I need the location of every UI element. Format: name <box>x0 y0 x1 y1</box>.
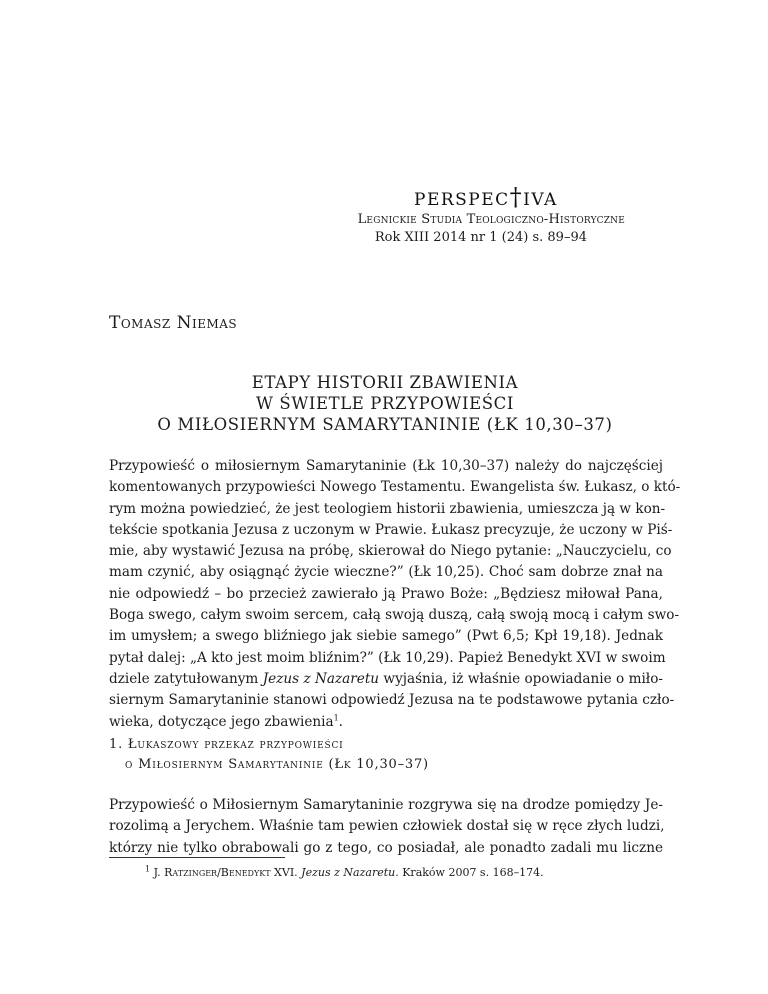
footnote-rest: . Kraków 2007 s. 168–174. <box>395 866 544 879</box>
text-run: . <box>338 713 343 730</box>
text-line: Przypowieść o Miłosiernym Samarytaninie rozgrywa się na drodze pomiędzy Je- <box>109 797 663 813</box>
text-run: dziele zatytułowanym <box>109 670 263 687</box>
title-line-3: O MIŁOSIERNYM SAMARYTANINIE (ŁK 10,30–37) <box>157 415 613 434</box>
text-line <box>109 712 663 733</box>
text-line: Przypowieść o miłosiernym Samarytaninie (Łk 10,30–37) należy do najczęściej <box>109 458 663 474</box>
footnote-ref[interactable]: 1 <box>333 713 339 723</box>
journal-logo: perspec†iva <box>414 183 558 211</box>
text-line: nie odpowiedź – bo przecież zawierało ją Prawo Boże: „Będziesz miłował Pana, <box>109 585 663 602</box>
title-line-2: W ŚWIETLE PRZYPOWIEŚCI <box>256 394 514 413</box>
text-line: pytał dalej: „A kto jest moim bliźnim?” (Łk 10,29). Papież Benedykt XVI w swoim <box>109 649 666 666</box>
section-heading-line-1: 1. Łukaszowy przekaz przypowieści <box>109 737 344 752</box>
text-line: mie, aby wystawić Jezusa na próbę, skierował do Niego pytanie: „Nauczycielu, co <box>109 543 672 560</box>
body-paragraph <box>109 795 663 859</box>
text-line: Boga swego, całym swoim sercem, całą swoją duszą, całą swoją mocą i całym swo- <box>109 607 680 624</box>
section-heading <box>109 735 429 775</box>
text-run: wyjaśnia, iż właśnie opowiadanie o miło- <box>379 670 663 687</box>
journal-name: Legnickie Studia Teologiczno-Historyczne <box>357 212 625 227</box>
footnote-divider <box>109 857 285 858</box>
title-line-1: ETAPY HISTORII ZBAWIENIA <box>251 373 519 392</box>
text-line: im umysłem; a swego bliźniego jak siebie samego” (Pwt 6,5; Kpł 19,18). Jednak <box>109 628 663 645</box>
journal-issue: Rok XIII 2014 nr 1 (24) s. 89–94 <box>374 230 587 245</box>
text-line: komentowanych przypowieści Nowego Testamentu. Ewangelista św. Łukasz, o któ- <box>109 479 681 496</box>
article-title <box>109 372 661 435</box>
text-line: rym można powiedzieć, że jest teologiem historii zbawienia, umieszcza ją w kon- <box>109 500 666 517</box>
text-line <box>109 669 663 690</box>
author-name: Tomasz Niemas <box>109 313 238 333</box>
text-line: siernym Samarytaninie stanowi odpowiedź Jezusa na te podstawowe pytania czło- <box>109 692 675 709</box>
section-heading-line-2: o Miłosiernym Samarytaninie (Łk 10,30–37) <box>125 757 429 772</box>
footnote-author: J. Ratzinger/Benedykt XVI. <box>153 866 298 879</box>
footnote <box>145 866 544 879</box>
intro-paragraph <box>109 456 681 733</box>
book-title: Jezus z Nazaretu <box>262 670 380 687</box>
text-line: rozolimą a Jerychem. Właśnie tam pewien człowiek dostał się w ręce złych ludzi, <box>109 818 665 835</box>
text-line: mam czynić, aby osiągnąć życie wieczne?” (Łk 10,25). Choć sam dobrze znał na <box>109 564 663 581</box>
footnote-title: Jezus z Nazaretu <box>301 866 396 879</box>
footnote-number: 1 <box>145 864 151 874</box>
text-line: tekście spotkania Jezusa z uczonym w Prawie. Łukasz precyzuje, że uczony w Piś- <box>109 521 673 538</box>
text-line: którzy nie tylko obrabowali go z tego, co posiadał, ale ponadto zadali mu liczne <box>109 839 663 856</box>
text-run: wieka, dotyczące jego zbawienia <box>109 713 334 730</box>
